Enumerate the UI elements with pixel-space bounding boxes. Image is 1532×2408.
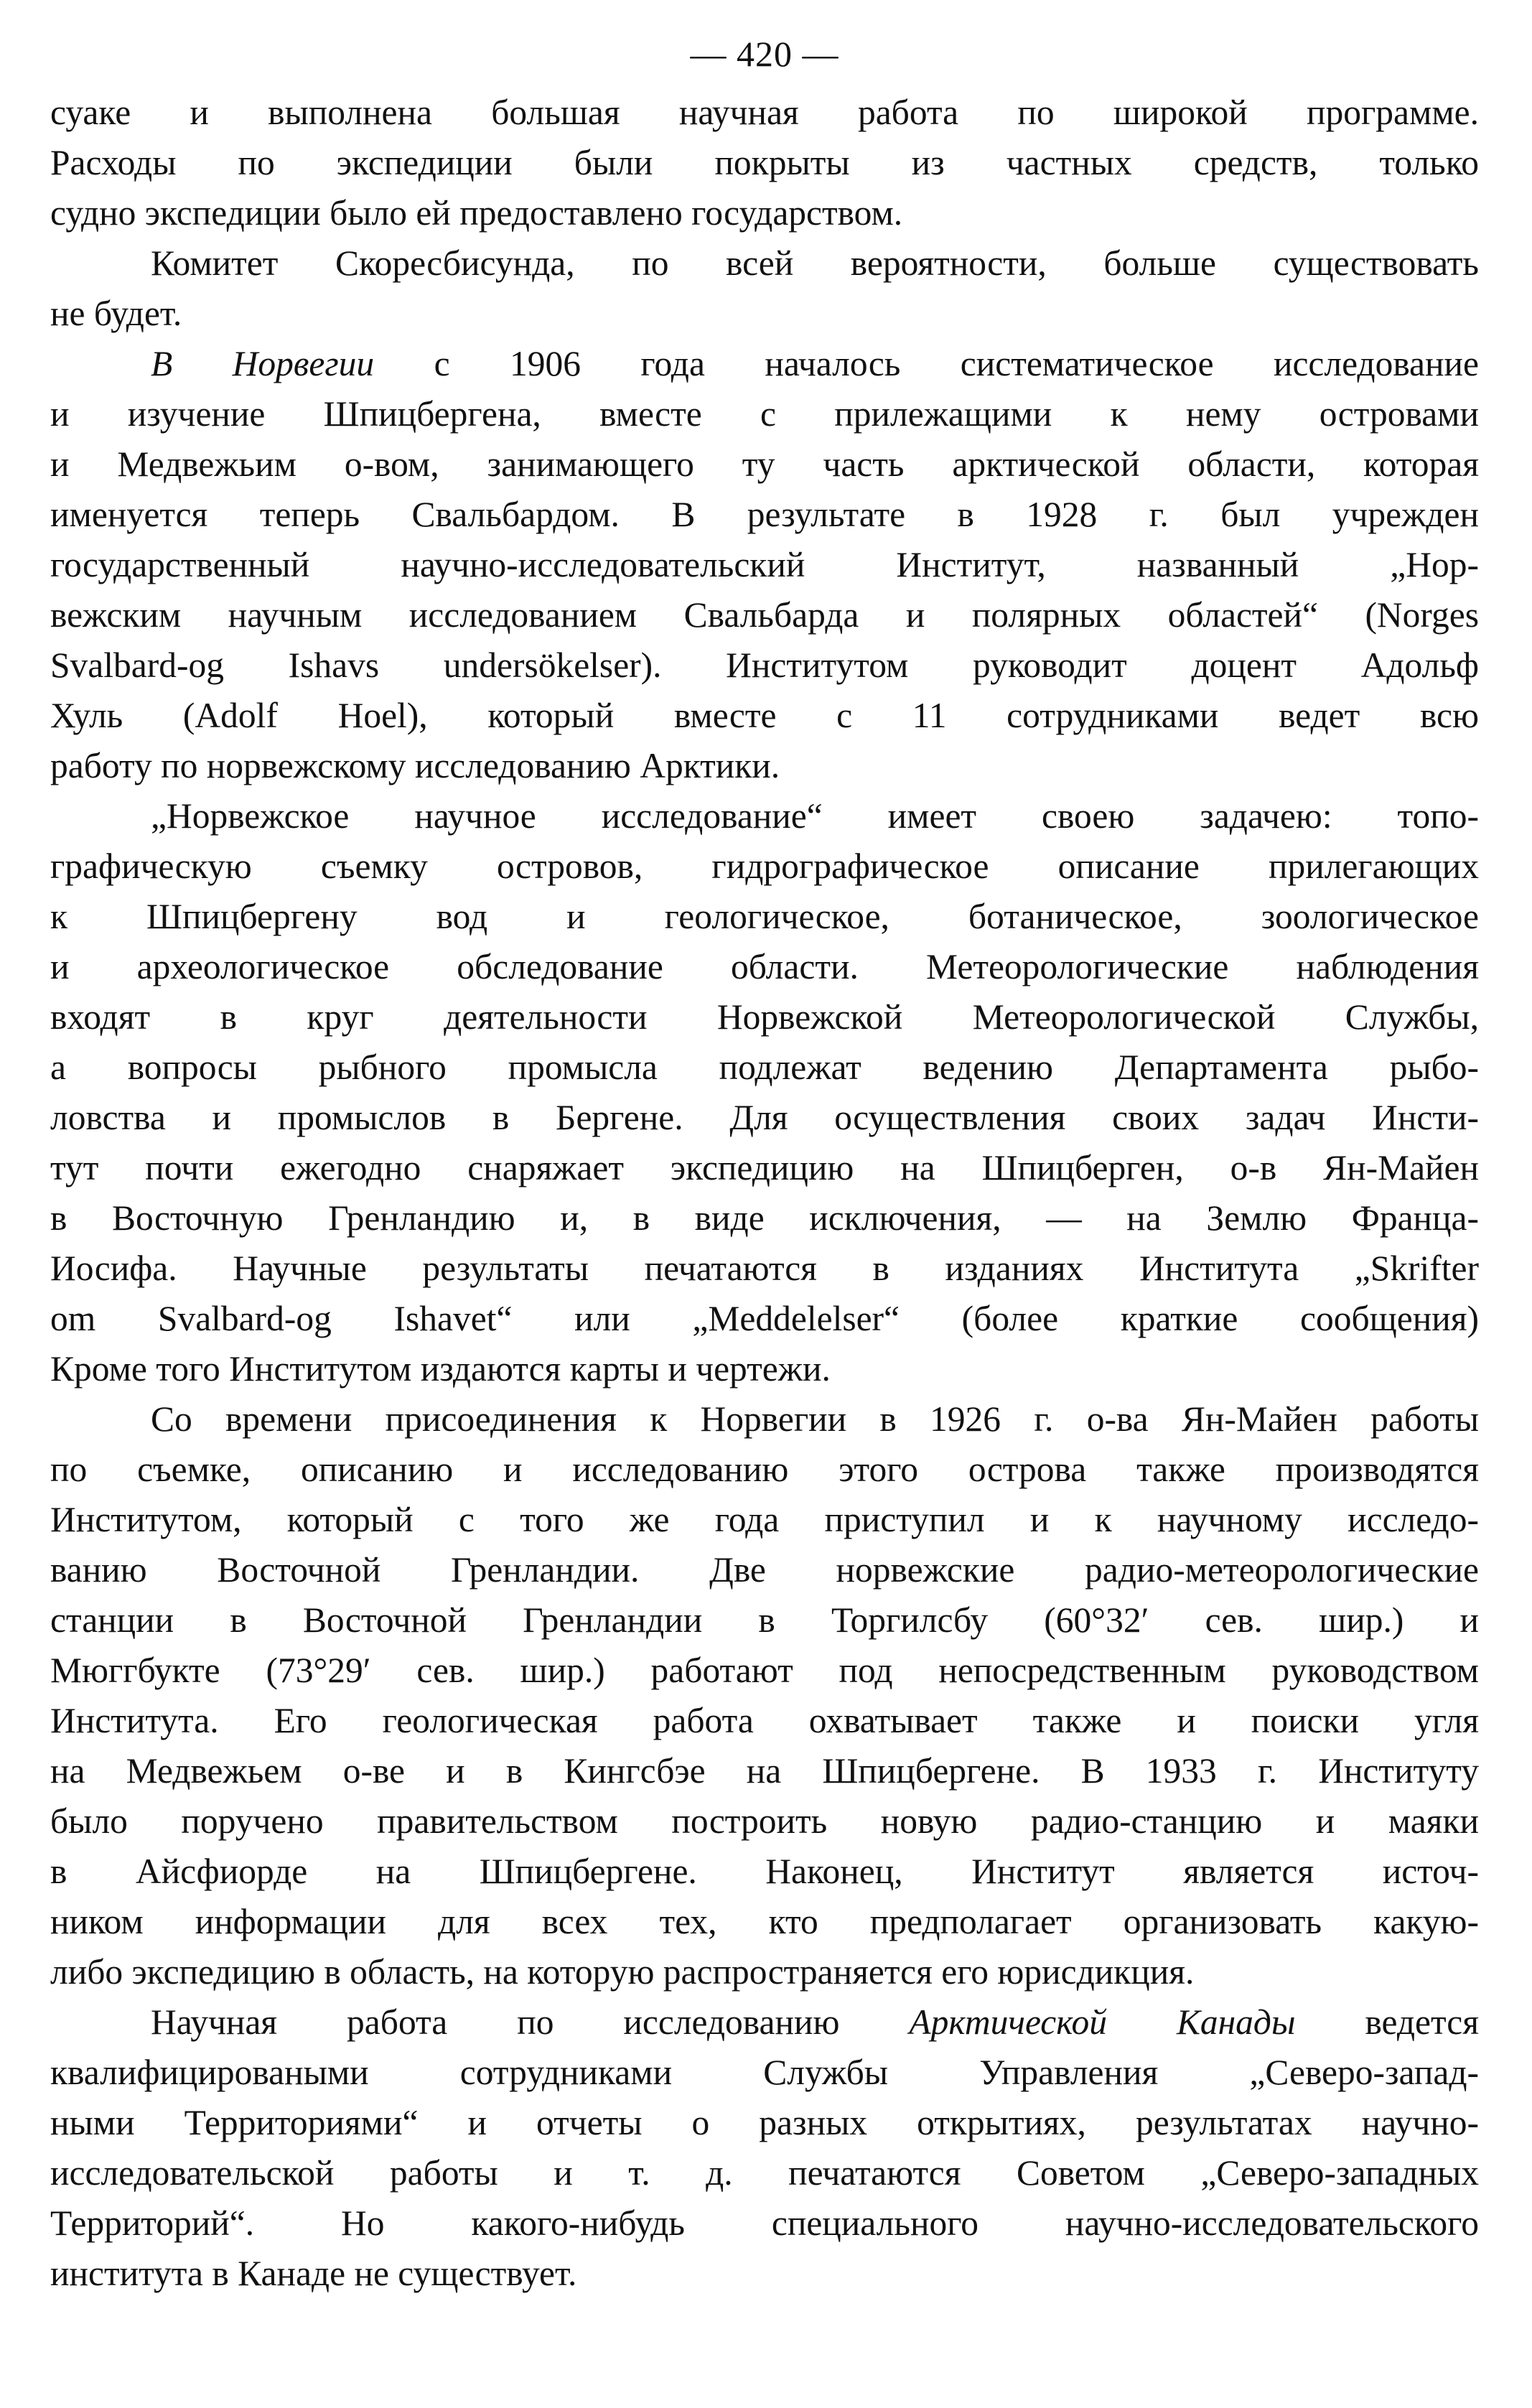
italic-phrase: Арктической Канады [909,2002,1296,2042]
text-line: Институтом, который с того же года приступил и к научному исследо- [50,1500,1479,1539]
text-line: Со времени присоединения к Норвегии в 1926 г. о-ва Ян-Майен работы [151,1399,1479,1439]
text-line: ванию Восточной Гренландии. Две норвежские радио-метеорологические [50,1550,1479,1590]
text-line: на Медвежьем о-ве и в Кингсбэе на Шпицбергене. В 1933 г. Институту [50,1751,1479,1791]
text-line: Иосифа. Научные результаты печатаются в изданиях Института „Skrifter [50,1249,1479,1288]
text-line: В Норвегии с 1906 года началось систематическое исследование [151,344,1479,383]
text-line: к Шпицбергену вод и геологическое, ботаническое, зоологическое [50,897,1479,936]
text-line: института в Канаде не существует. [50,2254,577,2293]
paragraph-4 [50,791,1479,1394]
text-line: Комитет Скоресбисунда, по всей вероятности, больше существовать [151,243,1479,283]
text-line: ными Территориями“ и отчеты о разных открытиях, результатах научно- [50,2103,1479,2142]
text-line: именуется теперь Свальбардом. В результате в 1928 г. был учрежден [50,495,1479,534]
text-line: Svalbard-og Ishavs undersökelser). Институтом руководит доцент Адольф [50,645,1479,685]
text-line: судно экспедиции было ей предоставлено государством. [50,193,903,233]
text-line: квалифицироваными сотрудниками Службы Управления „Северо-запад- [50,2053,1479,2092]
paragraph-6 [50,1997,1479,2299]
page-number: — 420 — [690,34,839,74]
text-line: Хуль (Adolf Hoel), который вместе с 11 сотрудниками ведет всю [50,696,1479,735]
text-line: ловства и промыслов в Бергене. Для осуществления своих задач Инсти- [50,1098,1479,1137]
paragraph-1 [50,88,1479,238]
text-line: входят в круг деятельности Норвежской Метеорологической Службы, [50,997,1479,1037]
text-line: в Айсфиорде на Шпицбергене. Наконец, Институт является источ- [50,1852,1479,1891]
text-line: „Норвежское научное исследование“ имеет своею задачею: топо- [151,796,1479,836]
text-line: Кроме того Институтом издаются карты и чертежи. [50,1349,831,1389]
text-line: либо экспедицию в область, на которую распространяется его юрисдикция. [50,1952,1195,1992]
paragraph-2 [50,238,1479,339]
text-line: работу по норвежскому исследованию Арктики. [50,746,780,785]
text-line: а вопросы рыбного промысла подлежат ведению Департамента рыбо- [50,1047,1479,1087]
text-line: и изучение Шпицбергена, вместе с прилежащими к нему островами [50,394,1479,434]
text-line: было поручено правительством построить новую радио-станцию и маяки [50,1801,1479,1841]
text-line: и археологическое обследование области. Метеорологические наблюдения [50,947,1479,986]
text-line: Территорий“. Но какого-нибудь специального научно-исследовательского [50,2203,1479,2243]
text-line: ником информации для всех тех, кто предполагает организовать какую- [50,1902,1479,1941]
text-line: и Медвежьим о-вом, занимающего ту часть арктической области, которая [50,444,1479,484]
document-page [50,29,1479,2391]
text-line: графическую съемку островов, гидрографическое описание прилегающих [50,846,1479,886]
text-line: Мюггбукте (73°29′ сев. шир.) работают под непосредственным руководством [50,1651,1479,1690]
text-line: суаке и выполнена большая научная работа по широкой программе. [50,93,1479,132]
text-line: станции в Восточной Гренландии в Торгилсбу (60°32′ сев. шир.) и [50,1600,1479,1640]
text-line: Института. Его геологическая работа охватывает также и поиски угля [50,1701,1479,1740]
text-line: не будет. [50,294,182,333]
text-line: вежским научным исследованием Свальбарда и полярных областей“ (Norges [50,595,1479,635]
text-line: om Svalbard-og Ishavet“ или „Meddelelser“ (более краткие сообщения) [50,1299,1479,1338]
text-line: тут почти ежегодно снаряжает экспедицию на Шпицберген, о-в Ян-Майен [50,1148,1479,1187]
text-line: Научная работа по исследованию Арктической Канады ведется [151,2002,1479,2042]
text-line: государственный научно-исследовательский Институт, названный „Нор- [50,545,1479,584]
paragraph-3 [50,339,1479,791]
paragraph-5 [50,1394,1479,1997]
text-line: Расходы по экспедиции были покрыты из частных средств, только [50,143,1479,182]
italic-phrase: В Норвегии [151,344,375,383]
text-line: исследовательской работы и т. д. печатаются Советом „Северо-западных [50,2153,1479,2193]
text-line: по съемке, описанию и исследованию этого острова также производятся [50,1450,1479,1489]
text-line: в Восточную Гренландию и, в виде исключения, — на Землю Франца- [50,1198,1479,1238]
